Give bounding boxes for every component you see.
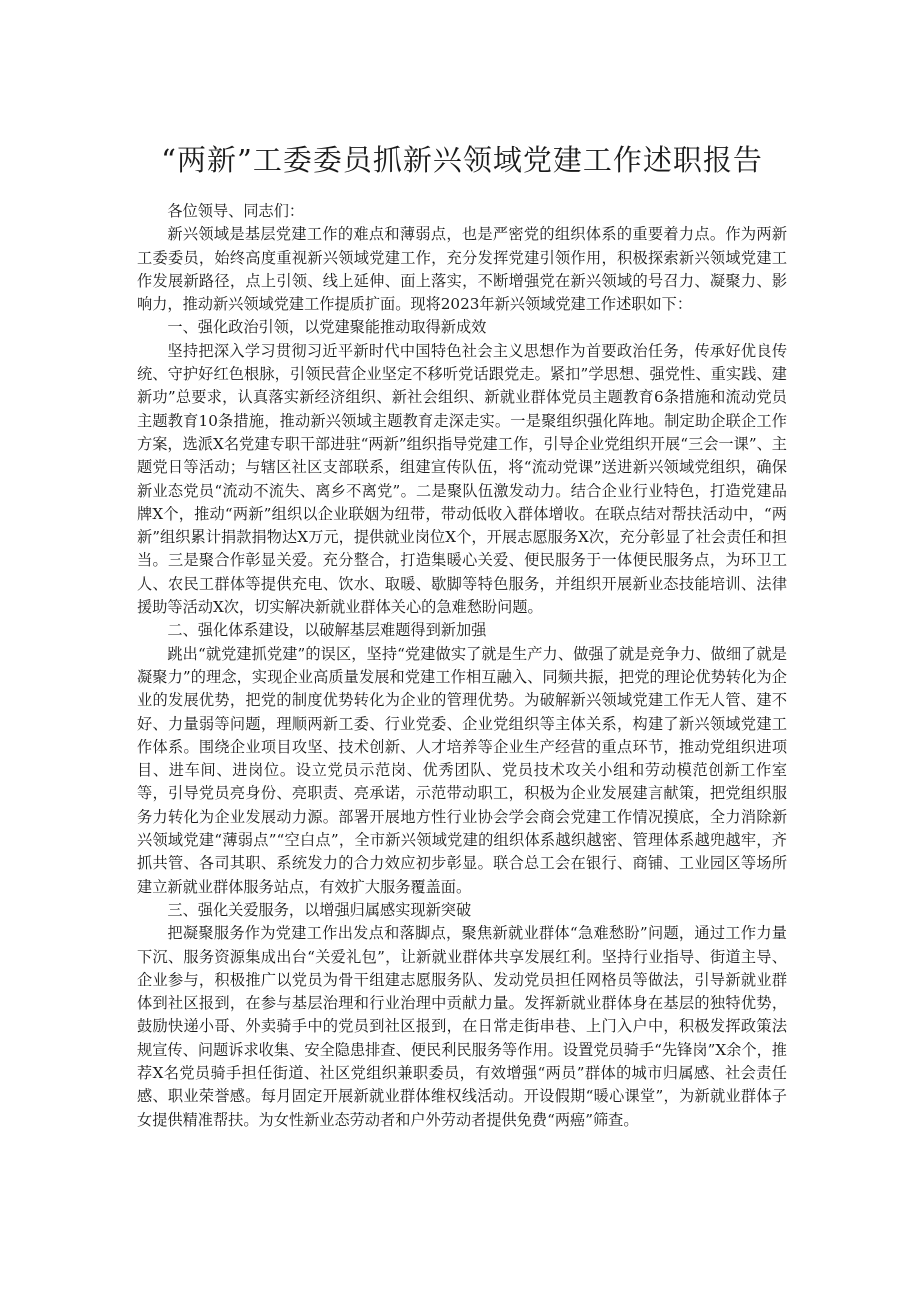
section-body-1: 坚持把深入学习贯彻习近平新时代中国特色社会主义思想作为首要政治任务，传承好优良传统、守护好红色根脉，引领民营企业坚定不移听党话跟党走。紧扣”学思想、强党性、重实践、建新功”总要求，认真落实新经济组织、新社会组织、新就业群体党员主题教育6条措施和流动党员主题教育10条措施，推动新兴领域主题教育走深走实。一是聚组织强化阵地。制定助企联企工作方案，选派X名党建专职干部进驻“两新”组织指导党建工作，引导企业党组织开展“三会一课”、主题党日等活动；与辖区社区支部联系，组建宣传队伍，将“流动党课”送进新兴领域党组织，确保新业态党员“流动不流失、离乡不离党”。二是聚队伍激发动力。结合企业行业特色，打造党建品牌X个，推动“两新”组织以企业联姻为纽带，带动低收入群体增收。在联点结对帮扶活动中，“两新”组织累计捐款捐物达X万元，提供就业岗位X个，开展志愿服务X次，充分彰显了社会责任和担当。三是聚合作彰显关爱。充分整合，打造集暖心关爱、便民服务于一体便民服务点，为环卫工人、农民工群体等提供充电、饮水、取暖、歇脚等特色服务，并组织开展新业态技能培训、法律援助等活动X次，切实解决新就业群体关心的急难愁盼问题。 bbox=[137, 341, 787, 617]
document-title: “两新”工委委员抓新兴领域党建工作述职报告 bbox=[161, 143, 763, 177]
section-heading-3: 三、强化关爱服务，以增强归属感实现新突破 bbox=[167, 900, 472, 919]
section-heading-2: 二、强化体系建设，以破解基层难题得到新加强 bbox=[167, 621, 487, 640]
intro-paragraph: 新兴领域是基层党建工作的难点和薄弱点，也是严密党的组织体系的重要着力点。作为两新工委委员，始终高度重视新兴领域党建工作，充分发挥党建引领作用，积极探索新兴领域党建工作发展新路径，点上引领、线上延伸、面上落实，不断增强党在新兴领域的号召力、凝聚力、影响力，推动新兴领域党建工作提质扩面。现将2023年新兴领域党建工作述职如下： bbox=[137, 225, 787, 314]
salutation: 各位领导、同志们： bbox=[167, 202, 305, 220]
document-page bbox=[137, 140, 787, 1132]
section-body-3: 把凝聚服务作为党建工作出发点和落脚点，聚焦新就业群体“急难愁盼”问题，通过工作力量下沉、服务资源集成出台“关爱礼包”，让新就业群体共享发展红利。坚持行业指导、街道主导、企业参与，积极推广以党员为骨干组建志愿服务队、发动党员担任网格员等做法，引导新就业群体到社区报到，在参与基层治理和行业治理中贡献力量。发挥新就业群体身在基层的独特优势，鼓励快递小哥、外卖骑手中的党员到社区报到，在日常走街串巷、上门入户中，积极发挥政策法规宣传、问题诉求收集、安全隐患排查、便民利民服务等作用。设置党员骑手“先锋岗”X余个，推荐X名党员骑手担任街道、社区党组织兼职委员，有效增强“两员”群体的城市归属感、社会责任感、职业荣誉感。每月固定开展新就业群体维权线活动。开设假期“暖心课堂”，为新就业群体子女提供精准帮扶。为女性新业态劳动者和户外劳动者提供免费“两癌”筛查。 bbox=[137, 924, 787, 1129]
section-body-2: 跳出“就党建抓党建”的误区，坚持“党建做实了就是生产力、做强了就是竞争力、做细了就是凝聚力”的理念，实现企业高质量发展和党建工作相互融入、同频共振，把党的理论优势转化为企业的发展优势，把党的制度优势转化为企业的管理优势。为破解新兴领域党建工作无人管、建不好、力量弱等问题，理顺两新工委、行业党委、企业党组织等主体关系，构建了新兴领域党建工作体系。围绕企业项目攻坚、技术创新、人才培养等企业生产经营的重点环节，推动党组织进项目、进车间、进岗位。设立党员示范岗、优秀团队、党员技术攻关小组和劳动模范创新工作室等，引导党员亮身份、亮职责、亮承诺，示范带动职工，积极为企业发展建言献策，把党组织服务力转化为企业发展动力源。部署开展地方性行业协会学会商会党建工作情况摸底，全力消除新兴领域党建“薄弱点”“空白点”，全市新兴领域党建的组织体系越织越密、管理体系越兜越牢，齐抓共管、各司其职、系统发力的合力效应初步彰显。联合总工会在银行、商铺、工业园区等场所建立新就业群体服务站点，有效扩大服务覆盖面。 bbox=[137, 644, 787, 896]
section-heading-1: 一、强化政治引领，以党建聚能推动取得新成效 bbox=[167, 318, 487, 337]
